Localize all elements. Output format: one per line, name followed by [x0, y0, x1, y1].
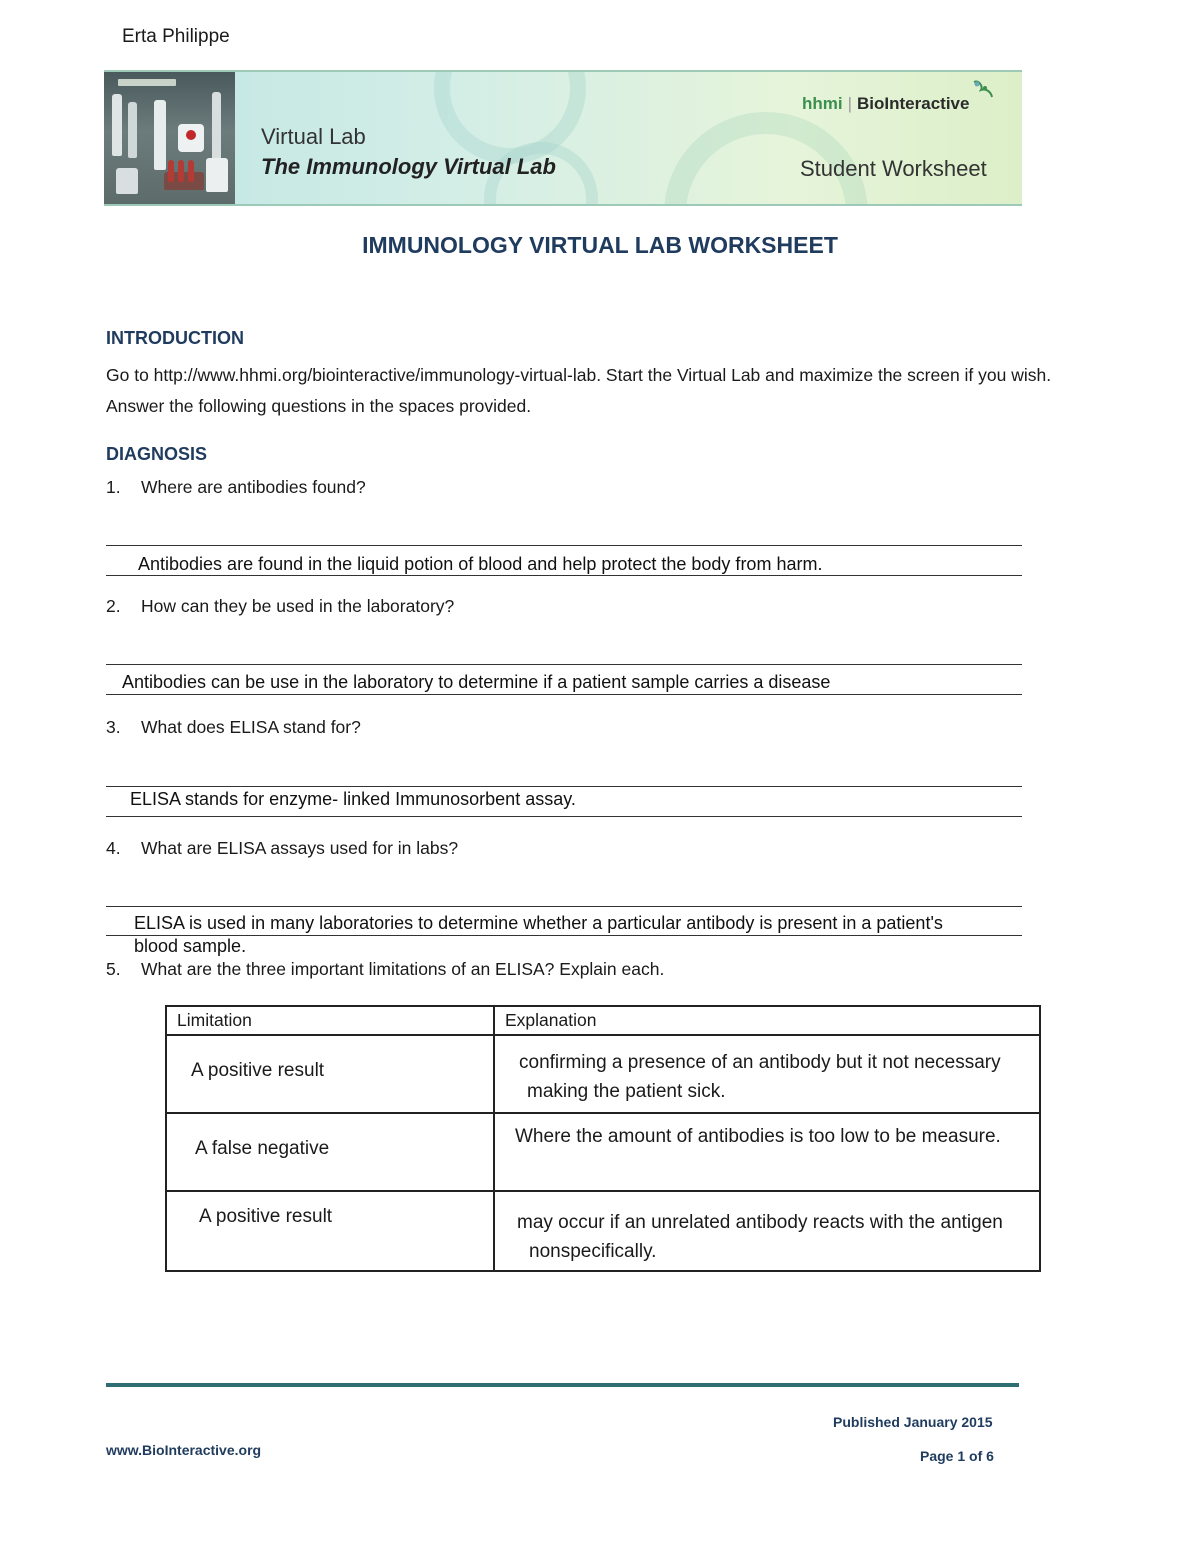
column-header-limitation: Limitation	[166, 1006, 494, 1035]
answer-line	[106, 694, 1022, 695]
introduction-heading: INTRODUCTION	[106, 328, 244, 348]
answer-line	[106, 575, 1022, 576]
answer-line	[106, 786, 1022, 787]
question-3: 3. What does ELISA stand for?	[106, 717, 361, 737]
answer-3: ELISA stands for enzyme- linked Immunosorbent assay.	[130, 789, 576, 809]
banner-title: The Immunology Virtual Lab	[261, 154, 556, 179]
question-4: 4. What are ELISA assays used for in labs?	[106, 838, 459, 858]
table-row	[166, 1191, 1040, 1271]
column-header-explanation: Explanation	[494, 1006, 1040, 1035]
explanation-cell: Where the amount of antibodies is too low to be measure.	[494, 1113, 1040, 1191]
banner-subtitle: Virtual Lab	[261, 124, 366, 149]
limitations-table	[165, 1005, 1041, 1272]
answer-line	[106, 816, 1022, 817]
banner-worksheet-label: Student Worksheet	[800, 156, 987, 181]
answer-line	[106, 545, 1022, 546]
question-2: 2. How can they be used in the laboratory?	[106, 596, 455, 616]
lab-equipment-photo	[104, 72, 235, 204]
table-row	[166, 1035, 1040, 1113]
answer-4-line-1: ELISA is used in many laboratories to determine whether a particular antibody is present in a patient's	[134, 913, 943, 933]
footer-divider	[106, 1383, 1019, 1387]
question-1: 1. Where are antibodies found?	[106, 477, 366, 497]
page-title: IMMUNOLOGY VIRTUAL LAB WORKSHEET	[362, 232, 838, 258]
introduction-text: Go to http://www.hhmi.org/biointeractive/immunology-virtual-lab. Start the Virtual Lab and maximize the screen if you wish. Answer the following questions in the spaces provided.	[106, 365, 1052, 416]
diagnosis-heading: DIAGNOSIS	[106, 444, 208, 464]
page-number: Page 1 of 6	[920, 1448, 994, 1464]
explanation-cell: may occur if an unrelated antibody reacts with the antigen nonspecifically.	[494, 1191, 1040, 1271]
answer-4-line-2: blood sample.	[134, 936, 247, 956]
limitation-cell: A positive result	[166, 1035, 494, 1113]
published-date: Published January 2015	[833, 1414, 993, 1430]
table-header-row	[166, 1006, 1040, 1035]
explanation-cell: confirming a presence of an antibody but it not necessary making the patient sick.	[494, 1035, 1040, 1113]
header-banner	[104, 70, 1022, 206]
answer-2: Antibodies can be use in the laboratory to determine if a patient sample carries a disease	[122, 672, 831, 692]
answer-line	[106, 664, 1022, 665]
table-row	[166, 1113, 1040, 1191]
student-name: Erta Philippe	[122, 26, 230, 47]
biointeractive-logo-icon	[971, 78, 995, 100]
hhmi-biointeractive-logo: hhmi | BioInteractive	[802, 94, 970, 113]
answer-1: Antibodies are found in the liquid potion of blood and help protect the body from harm.	[138, 554, 823, 574]
answer-line	[106, 906, 1022, 907]
footer-website-link[interactable]: www.BioInteractive.org	[106, 1442, 262, 1458]
limitation-cell: A positive result	[166, 1191, 494, 1271]
limitation-cell: A false negative	[166, 1113, 494, 1191]
question-5: 5. What are the three important limitations of an ELISA? Explain each.	[106, 959, 665, 979]
